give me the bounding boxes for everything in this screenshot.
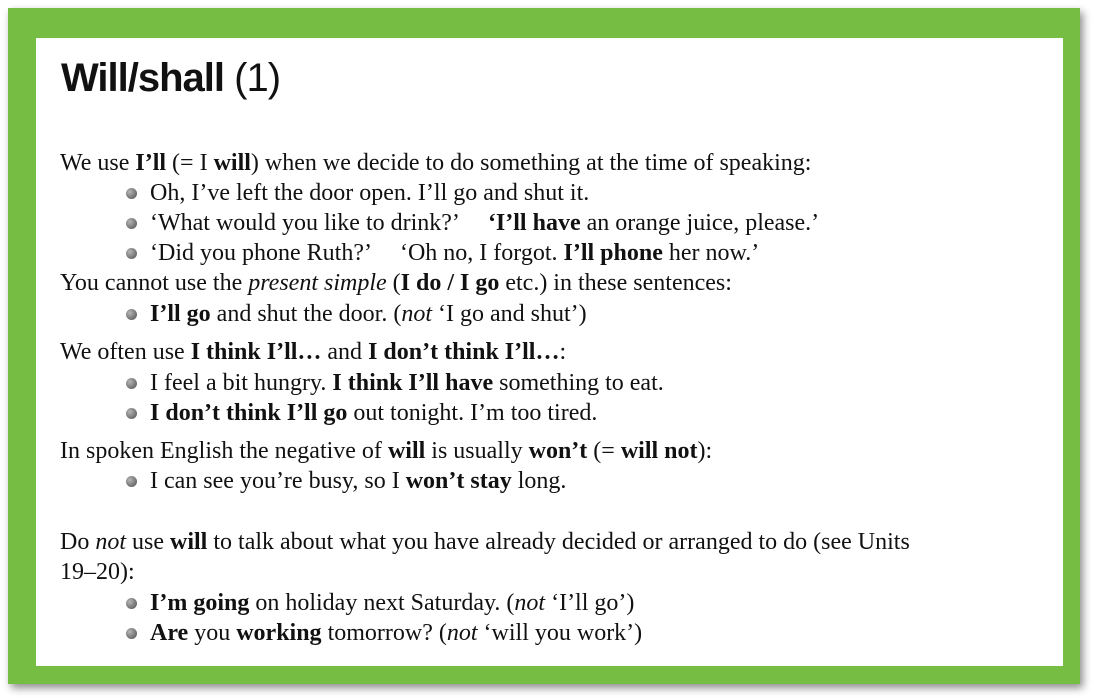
title-main: Will/shall (61, 56, 225, 100)
example-item: ‘Did you phone Ruth?’ ‘Oh no, I forgot. I’ll phone her now.’ (150, 238, 759, 268)
bullet-icon (126, 598, 137, 609)
section-4-intro: In spoken English the negative of will is usually won’t (= will not): (60, 438, 713, 464)
green-frame (8, 8, 1080, 684)
example-item: I don’t think I’ll go out tonight. I’m too tired. (150, 398, 597, 428)
title-number: (1) (234, 56, 281, 100)
bullet-icon (126, 309, 137, 320)
section-2-intro: You cannot use the present simple (I do / I go etc.) in these sentences: (60, 270, 732, 296)
example-item: I’ll go and shut the door. (not ‘I go and shut’) (150, 299, 587, 329)
example-item: Are you working tomorrow? (not ‘will you work’) (150, 618, 642, 648)
section-5-intro: Do not use will to talk about what you have already decided or arranged to do (see Units (60, 529, 910, 555)
bullet-icon (126, 378, 137, 389)
example-item: ‘What would you like to drink?’ ‘I’ll have an orange juice, please.’ (150, 208, 819, 238)
bullet-icon (126, 476, 137, 487)
example-item: I feel a bit hungry. I think I’ll have something to eat. (150, 368, 664, 398)
section-5-intro-continued: 19–20): (60, 559, 135, 585)
page-title (61, 54, 280, 102)
example-item: I can see you’re busy, so I won’t stay long. (150, 466, 566, 496)
example-item: Oh, I’ve left the door open. I’ll go and shut it. (150, 178, 589, 208)
bullet-icon (126, 188, 137, 199)
bullet-icon (126, 628, 137, 639)
bullet-icon (126, 218, 137, 229)
section-3-intro: We often use I think I’ll… and I don’t think I’ll…: (60, 339, 567, 365)
section-1-intro: We use I’ll (= I will) when we decide to do something at the time of speaking: (60, 150, 812, 176)
grammar-page (36, 38, 1063, 666)
bullet-icon (126, 248, 137, 259)
example-item: I’m going on holiday next Saturday. (not ‘I’ll go’) (150, 588, 634, 618)
bullet-icon (126, 408, 137, 419)
